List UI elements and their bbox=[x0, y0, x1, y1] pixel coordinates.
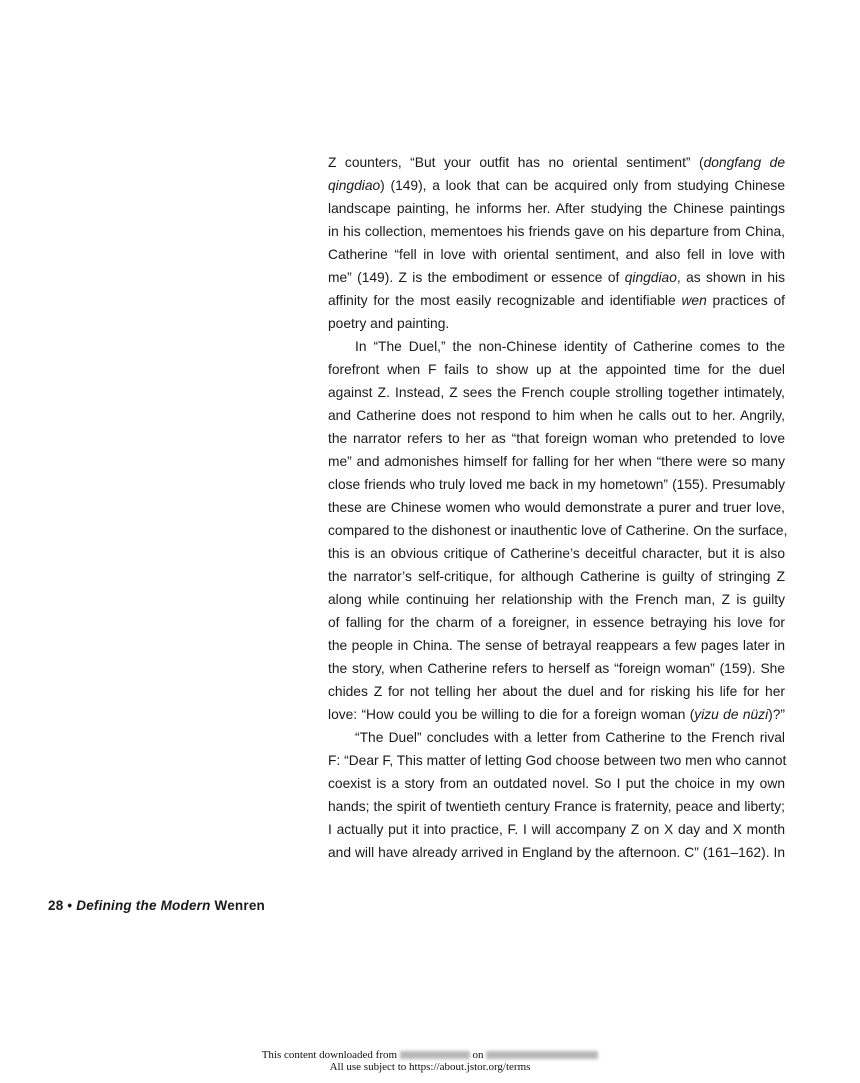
text-segment: in his collection, mementoes his friends gave on his departure from China, bbox=[328, 224, 785, 239]
text-segment: me” (149). Z is the embodiment or essence of bbox=[328, 270, 625, 285]
text-line bbox=[328, 404, 785, 427]
text-segment: affinity for the most easily recognizable and identifiable bbox=[328, 293, 682, 308]
text-segment: and will have already arrived in England by the afternoon. C” (161–162). In bbox=[328, 845, 785, 860]
text-line bbox=[328, 473, 785, 496]
terms-line: All use subject to https://about.jstor.org/terms bbox=[329, 1061, 531, 1073]
text-segment: forefront when F fails to show up at the appointed time for the duel bbox=[328, 362, 785, 377]
text-line bbox=[328, 703, 785, 726]
text-line bbox=[328, 634, 785, 657]
text-line bbox=[328, 680, 785, 703]
redacted-ip bbox=[400, 1051, 470, 1059]
text-segment: landscape painting, he informs her. After studying the Chinese paintings bbox=[328, 201, 785, 216]
paragraph bbox=[328, 151, 785, 335]
text-segment: practices of bbox=[706, 293, 785, 308]
text-line bbox=[328, 749, 785, 772]
text-segment: I actually put it into practice, F. I will accompany Z on X day and X month bbox=[328, 822, 785, 837]
redacted-timestamp bbox=[486, 1051, 598, 1059]
text-line bbox=[328, 220, 785, 243]
text-line bbox=[328, 450, 785, 473]
italic-term: yizu de nüzi bbox=[694, 707, 769, 722]
text-segment: F: “Dear F, This matter of letting God choose between two men who cannot bbox=[328, 753, 787, 768]
text-line bbox=[328, 818, 785, 841]
text-line bbox=[328, 289, 785, 312]
footer-bullet: • bbox=[67, 898, 73, 913]
page-number: 28 bbox=[48, 898, 64, 913]
text-line bbox=[328, 381, 785, 404]
text-segment: In “The Duel,” the non-Chinese identity of Catherine comes to the bbox=[355, 339, 785, 354]
text-line bbox=[328, 519, 788, 542]
text-line bbox=[328, 588, 785, 611]
download-prefix: This content downloaded from bbox=[261, 1049, 398, 1061]
download-notice bbox=[0, 1049, 860, 1073]
text-line bbox=[328, 542, 785, 565]
download-line bbox=[0, 1049, 860, 1061]
italic-term: dongfang de bbox=[703, 155, 786, 170]
text-segment: “The Duel” concludes with a letter from Catherine to the French rival bbox=[355, 730, 785, 745]
text-segment: the people in China. The sense of betrayal reappears a few pages later in bbox=[328, 638, 785, 653]
book-title-roman: Wenren bbox=[214, 898, 265, 913]
paragraph bbox=[328, 335, 788, 726]
text-line bbox=[328, 358, 785, 381]
text-segment: Catherine “fell in love with oriental sentiment, and also fell in love with bbox=[328, 247, 785, 262]
text-segment: the narrator refers to her as “that foreign woman who pretended to love bbox=[328, 431, 785, 446]
text-segment: of falling for the charm of a foreigner, in essence betraying his love for bbox=[328, 615, 785, 630]
text-segment: and Catherine does not respond to him when he calls out to her. Angrily, bbox=[328, 408, 785, 423]
text-segment: hands; the spirit of twentieth century France is fraternity, peace and liberty; bbox=[328, 799, 785, 814]
text-line bbox=[328, 657, 785, 680]
text-segment: me” and admonishes himself for falling for her when “there were so many bbox=[328, 454, 785, 469]
download-on: on bbox=[472, 1049, 484, 1061]
text-line bbox=[328, 772, 785, 795]
text-line bbox=[328, 611, 785, 634]
text-segment: )?” bbox=[768, 707, 786, 722]
paragraph bbox=[328, 726, 785, 864]
text-segment: against Z. Instead, Z sees the French couple strolling together intimately, bbox=[328, 385, 785, 400]
body-text bbox=[328, 151, 788, 864]
text-line bbox=[328, 496, 785, 519]
text-segment: ) (149), a look that can be acquired only from studying Chinese bbox=[380, 178, 785, 193]
italic-term: wen bbox=[681, 293, 707, 308]
text-line bbox=[328, 795, 785, 818]
text-line bbox=[328, 427, 785, 450]
text-line bbox=[328, 565, 785, 588]
book-title-italic: Defining the Modern bbox=[76, 898, 211, 913]
text-line bbox=[328, 243, 785, 266]
text-segment: Z counters, “But your outfit has no oriental sentiment” ( bbox=[328, 155, 704, 170]
text-line bbox=[328, 174, 785, 197]
text-line bbox=[328, 312, 785, 335]
italic-term: qingdiao bbox=[624, 270, 677, 285]
text-segment: love: “How could you be willing to die for a foreign woman ( bbox=[328, 707, 695, 722]
text-line bbox=[328, 151, 785, 174]
text-segment: coexist is a story from an outdated novel. So I put the choice in my own bbox=[328, 776, 785, 791]
text-segment: the story, when Catherine refers to herself as “foreign woman” (159). She bbox=[328, 661, 785, 676]
text-segment: these are Chinese women who would demonstrate a purer and truer love, bbox=[328, 500, 785, 515]
text-segment: compared to the dishonest or inauthentic love of Catherine. On the surface, bbox=[328, 523, 788, 538]
text-line bbox=[328, 726, 785, 749]
text-segment: the narrator’s self-critique, for although Catherine is guilty of stringing Z bbox=[328, 569, 785, 584]
text-line bbox=[328, 266, 785, 289]
text-segment: this is an obvious critique of Catherine’s deceitful character, but it is also bbox=[328, 546, 785, 561]
text-segment: , as shown in his bbox=[676, 270, 785, 285]
text-segment: poetry and painting. bbox=[328, 316, 450, 331]
italic-term: qingdiao bbox=[328, 178, 381, 193]
running-footer bbox=[48, 898, 265, 913]
text-line bbox=[328, 335, 785, 358]
text-segment: along while continuing her relationship with the French man, Z is guilty bbox=[328, 592, 785, 607]
text-line bbox=[328, 197, 785, 220]
text-segment: chides Z for not telling her about the duel and for risking his life for her bbox=[328, 684, 785, 699]
text-segment: close friends who truly loved me back in my hometown” (155). Presumably bbox=[328, 477, 785, 492]
text-line bbox=[328, 841, 785, 864]
